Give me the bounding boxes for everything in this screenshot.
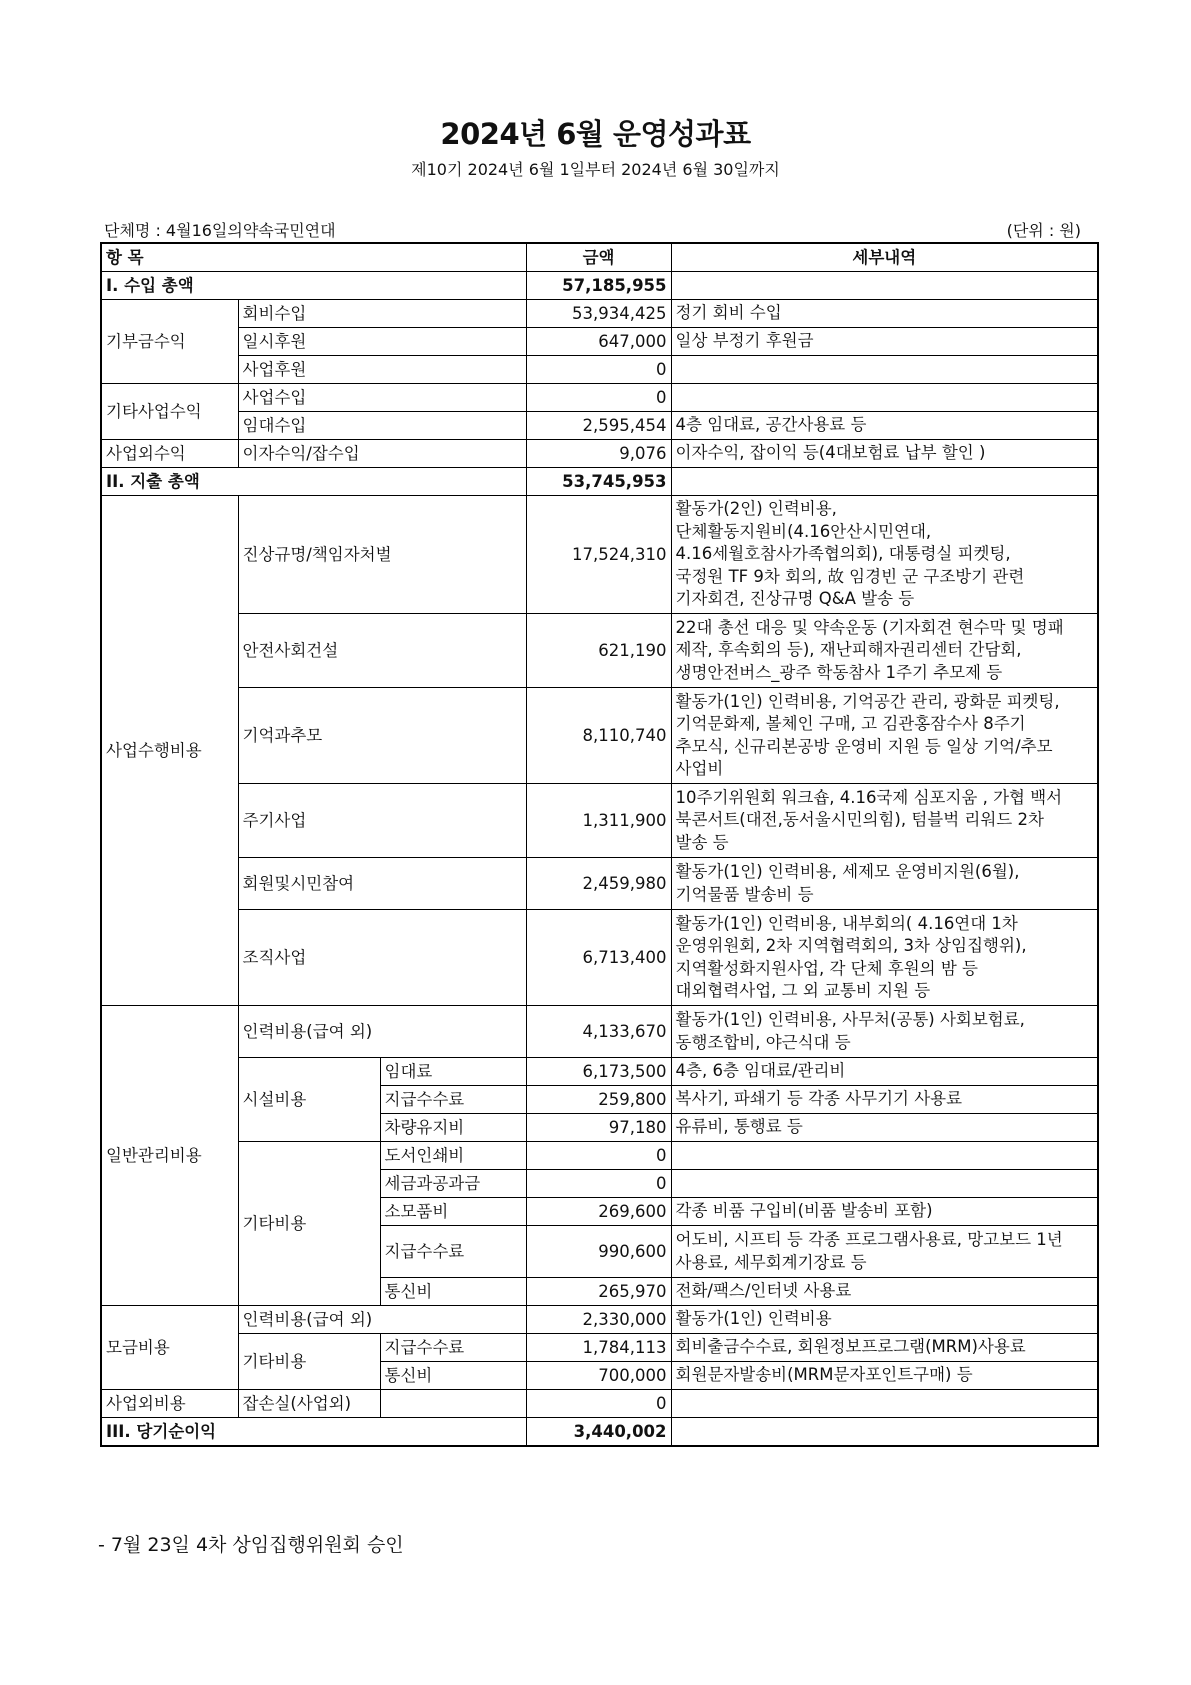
table-row <box>101 910 1098 1006</box>
expense-total-amount: 53,745,953 <box>526 468 671 496</box>
item-name: 사업수입 <box>238 384 526 412</box>
expense-total-row <box>101 468 1098 496</box>
item-name: 인력비용(급여 외) <box>238 1006 526 1058</box>
item-name: 진상규명/책임자처벌 <box>238 496 526 614</box>
subcategory-facility: 시설비용 <box>238 1058 380 1142</box>
table-row <box>101 614 1098 688</box>
header-detail: 세부내역 <box>671 243 1098 272</box>
table-row <box>101 300 1098 328</box>
table-row <box>101 1142 1098 1170</box>
item-detail: 각종 비품 구입비(비품 발송비 포함) <box>671 1198 1098 1226</box>
item-detail: 10주기위원회 워크숍, 4.16국제 심포지움 , 가협 백서 북콘서트(대전,동서울시민의힘), 텀블벅 리워드 2차 발송 등 <box>671 784 1098 858</box>
item-amount: 4,133,670 <box>526 1006 671 1058</box>
table-row <box>101 328 1098 356</box>
item-name: 인력비용(급여 외) <box>238 1306 526 1334</box>
item-name: 일시후원 <box>238 328 526 356</box>
page-title: 2024년 6월 운영성과표 <box>440 117 751 151</box>
net-income-row <box>101 1418 1098 1447</box>
item-amount: 0 <box>526 1390 671 1418</box>
item-name: 조직사업 <box>238 910 526 1006</box>
header-item: 항 목 <box>101 243 526 272</box>
item-name: 주기사업 <box>238 784 526 858</box>
item-name: 안전사회건설 <box>238 614 526 688</box>
table-row <box>101 1306 1098 1334</box>
item-detail: 활동가(1인) 인력비용, 세제모 운영비지원(6월), 기억물품 발송비 등 <box>671 858 1098 910</box>
item-detail: 22대 총선 대응 및 약속운동 (기자회견 현수막 및 명패 제작, 후속회의 등), 재난피해자권리센터 간담회, 생명안전버스_광주 학동참사 1주기 추모제 등 <box>671 614 1098 688</box>
table-row <box>101 858 1098 910</box>
category-business-expense: 사업수행비용 <box>101 496 238 1006</box>
item-name: 세금과공과금 <box>380 1170 526 1198</box>
item-detail: 일상 부정기 후원금 <box>671 328 1098 356</box>
item-detail: 전화/팩스/인터넷 사용료 <box>671 1278 1098 1306</box>
table-row <box>101 412 1098 440</box>
item-name: 임대수입 <box>238 412 526 440</box>
item-detail: 정기 회비 수입 <box>671 300 1098 328</box>
item-detail: 활동가(1인) 인력비용 <box>671 1306 1098 1334</box>
item-name: 통신비 <box>380 1278 526 1306</box>
item-amount: 647,000 <box>526 328 671 356</box>
table-row <box>101 784 1098 858</box>
category-other-business-income: 기타사업수익 <box>101 384 238 440</box>
table-header-row <box>101 243 1098 272</box>
approval-note: - 7월 23일 4차 상임집행위원회 승인 <box>98 1534 404 1556</box>
item-name: 도서인쇄비 <box>380 1142 526 1170</box>
item-detail: 유류비, 통행료 등 <box>671 1114 1098 1142</box>
item-name: 회원및시민참여 <box>238 858 526 910</box>
item-detail: 활동가(1인) 인력비용, 사무처(공통) 사회보험료, 동행조합비, 야근식대 등 <box>671 1006 1098 1058</box>
item-name: 통신비 <box>380 1362 526 1390</box>
item-amount: 2,459,980 <box>526 858 671 910</box>
category-general-admin-expense: 일반관리비용 <box>101 1006 238 1306</box>
net-income-amount: 3,440,002 <box>526 1418 671 1447</box>
item-detail: 회원문자발송비(MRM문자포인트구매) 등 <box>671 1362 1098 1390</box>
table-row <box>101 1058 1098 1086</box>
item-amount: 53,934,425 <box>526 300 671 328</box>
unit-label: (단위 : 원) <box>1006 221 1081 240</box>
item-amount: 259,800 <box>526 1086 671 1114</box>
item-amount: 1,311,900 <box>526 784 671 858</box>
item-detail: 회비출금수수료, 회원정보프로그램(MRM)사용료 <box>671 1334 1098 1362</box>
item-detail: 어도비, 시프티 등 각종 프로그램사용료, 망고보드 1년 사용료, 세무회계기장료 등 <box>671 1226 1098 1278</box>
category-fundraising-expense: 모금비용 <box>101 1306 238 1390</box>
item-detail: 활동가(1인) 인력비용, 기억공간 관리, 광화문 피켓팅, 기억문화제, 볼체인 구매, 고 김관홍잠수사 8주기 추모식, 신규리본공방 운영비 지원 등 일상 기억/추모 사업비 <box>671 688 1098 784</box>
item-detail: 4층 임대료, 공간사용료 등 <box>671 412 1098 440</box>
item-name: 회비수입 <box>238 300 526 328</box>
item-detail: 활동가(1인) 인력비용, 내부회의( 4.16연대 1차 운영위원회, 2차 지역협력회의, 3차 상임집행위), 지역활성화지원사업, 각 단체 후원의 밤 등 대외협력사업, 그 외 교통비 지원 등 <box>671 910 1098 1006</box>
category-non-business-income: 사업외수익 <box>101 440 238 468</box>
organization-label: 단체명 : 4월16일의약속국민연대 <box>104 221 336 240</box>
item-amount: 1,784,113 <box>526 1334 671 1362</box>
item-amount: 8,110,740 <box>526 688 671 784</box>
item-name: 지급수수료 <box>380 1226 526 1278</box>
item-detail <box>671 1142 1098 1170</box>
subcategory-other: 기타비용 <box>238 1334 380 1390</box>
table-row <box>101 1006 1098 1058</box>
header-amount: 금액 <box>526 243 671 272</box>
item-name: 잡손실(사업외) <box>238 1390 380 1418</box>
item-detail: 복사기, 파쇄기 등 각종 사무기기 사용료 <box>671 1086 1098 1114</box>
item-name: 기억과추모 <box>238 688 526 784</box>
item-name: 지급수수료 <box>380 1334 526 1362</box>
income-total-amount: 57,185,955 <box>526 272 671 300</box>
operating-results-table <box>100 242 1099 1447</box>
table-row <box>101 356 1098 384</box>
item-detail <box>671 384 1098 412</box>
table-row <box>101 496 1098 614</box>
category-donation-income: 기부금수익 <box>101 300 238 384</box>
item-detail: 4층, 6층 임대료/관리비 <box>671 1058 1098 1086</box>
item-name: 임대료 <box>380 1058 526 1086</box>
subcategory-other: 기타비용 <box>238 1142 380 1306</box>
item-amount: 0 <box>526 356 671 384</box>
item-amount: 265,970 <box>526 1278 671 1306</box>
item-amount: 2,330,000 <box>526 1306 671 1334</box>
item-detail <box>671 1390 1098 1418</box>
item-detail: 활동가(2인) 인력비용, 단체활동지원비(4.16안산시민연대, 4.16세월호참사가족협의회), 대통령실 피켓팅, 국정원 TF 9차 회의, 故 임경빈 군 구조방기 관련 기자회견, 진상규명 Q&A 발송 등 <box>671 496 1098 614</box>
item-amount: 700,000 <box>526 1362 671 1390</box>
item-amount: 0 <box>526 1142 671 1170</box>
item-amount: 17,524,310 <box>526 496 671 614</box>
item-detail <box>671 356 1098 384</box>
item-name: 사업후원 <box>238 356 526 384</box>
page-subtitle: 제10기 2024년 6월 1일부터 2024년 6월 30일까지 <box>411 160 780 179</box>
table-row <box>101 384 1098 412</box>
item-name: 이자수익/잡수입 <box>238 440 526 468</box>
item-amount: 6,173,500 <box>526 1058 671 1086</box>
item-amount: 269,600 <box>526 1198 671 1226</box>
table-row <box>101 440 1098 468</box>
net-income-label: III. 당기순이익 <box>101 1418 526 1447</box>
item-name: 차량유지비 <box>380 1114 526 1142</box>
item-name: 소모품비 <box>380 1198 526 1226</box>
category-non-business-expense: 사업외비용 <box>101 1390 238 1418</box>
item-amount: 990,600 <box>526 1226 671 1278</box>
item-detail <box>671 1170 1098 1198</box>
item-amount: 0 <box>526 384 671 412</box>
expense-total-label: II. 지출 총액 <box>101 468 526 496</box>
table-row <box>101 688 1098 784</box>
item-detail: 이자수익, 잡이익 등(4대보험료 납부 할인 ) <box>671 440 1098 468</box>
income-total-label: I. 수입 총액 <box>101 272 526 300</box>
income-total-row <box>101 272 1098 300</box>
item-name: 지급수수료 <box>380 1086 526 1114</box>
item-amount: 97,180 <box>526 1114 671 1142</box>
item-amount: 0 <box>526 1170 671 1198</box>
table-row <box>101 1390 1098 1418</box>
table-row <box>101 1334 1098 1362</box>
item-amount: 621,190 <box>526 614 671 688</box>
item-amount: 2,595,454 <box>526 412 671 440</box>
item-amount: 6,713,400 <box>526 910 671 1006</box>
item-amount: 9,076 <box>526 440 671 468</box>
